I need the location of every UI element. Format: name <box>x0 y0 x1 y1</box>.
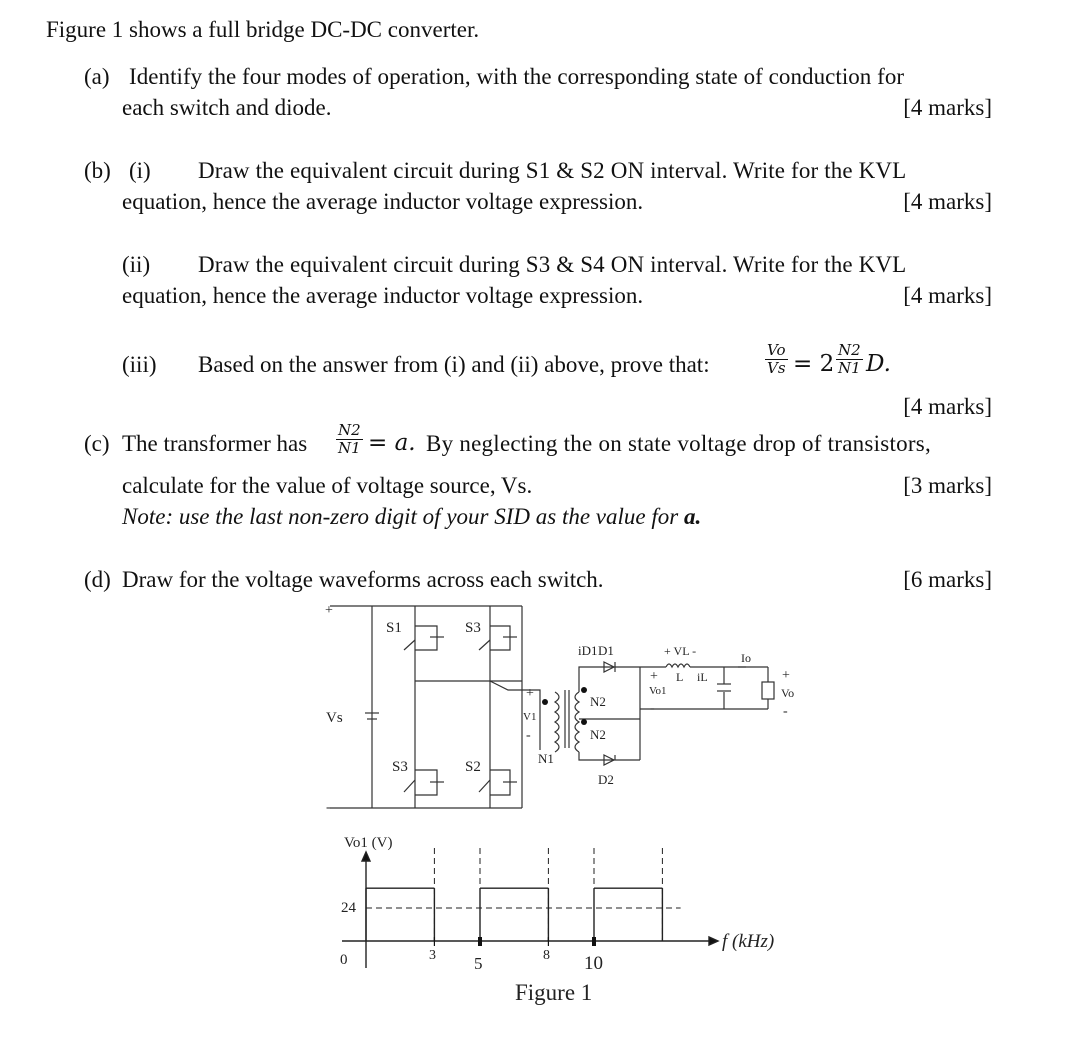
part-b-iii-text: Based on the answer from (i) and (ii) above, prove that: <box>198 352 710 377</box>
label-d2: D2 <box>598 772 614 787</box>
label-io: Io <box>741 651 751 665</box>
part-c-text-pre: The transformer has <box>122 431 308 456</box>
part-c-note-var: a. <box>683 504 702 529</box>
waveform-tick-10: 10 <box>584 953 603 974</box>
label-l: L <box>676 670 684 684</box>
label-il: iL <box>697 670 708 684</box>
part-a-line1: Identify the four modes of operation, with the corresponding state of conduction for <box>129 64 905 89</box>
part-b-ii-line1: Draw the equivalent circuit during S3 & S4 ON interval. Write for the KVL <box>198 252 907 277</box>
figure-caption: Figure 1 <box>515 980 593 1005</box>
label-d1: D1 <box>598 643 614 658</box>
part-b-ii-line2: equation, hence the average inductor voltage expression. <box>122 283 644 308</box>
part-c-text-post: By neglecting the on state voltage drop of transistors, <box>426 431 931 456</box>
equation-lhs-num: Vo <box>767 341 786 359</box>
svg-text:+: + <box>325 603 333 618</box>
intro-text: Figure 1 shows a full bridge DC-DC converter. <box>46 17 480 42</box>
label-vs: Vs <box>326 710 343 726</box>
part-c-note <box>122 505 701 528</box>
part-b-iii-label: (iii) <box>122 352 157 377</box>
waveform-plot <box>366 848 681 946</box>
waveform-x-arrow <box>709 937 718 945</box>
equation-mid: = 2 <box>793 351 835 377</box>
label-vo: Vo <box>781 686 795 700</box>
part-c-line2: calculate for the value of voltage source, Vs. <box>122 473 533 498</box>
label-vl: + VL - <box>664 644 697 658</box>
svg-text:+: + <box>650 669 658 684</box>
waveform-ylabel: Vo1 (V) <box>344 835 393 851</box>
transformer-ratio-den: N1 <box>338 439 361 457</box>
label-s3-bottom: S3 <box>392 759 408 775</box>
svg-text:-: - <box>326 800 331 815</box>
equation-rhs-fraction <box>836 343 863 376</box>
label-s3-top: S3 <box>465 620 481 636</box>
part-c-note-text: Note: use the last non-zero digit of your SID as the value for <box>122 504 679 529</box>
waveform-y-arrow <box>362 852 370 861</box>
part-a-marks: [4 marks] <box>903 95 992 120</box>
transformer-ratio-num: N2 <box>338 421 361 439</box>
svg-text:-: - <box>650 701 655 716</box>
waveform-xlabel: f (kHz) <box>722 931 775 952</box>
waveform-tick-8: 8 <box>543 948 550 963</box>
label-n1: N1 <box>538 751 554 766</box>
svg-text:+: + <box>526 686 534 701</box>
part-c-marks: [3 marks] <box>903 473 992 498</box>
svg-text:-: - <box>783 704 788 719</box>
label-s2: S2 <box>465 759 481 775</box>
part-b-i-line2: equation, hence the average inductor voltage expression. <box>122 189 644 214</box>
part-d-label: (d) <box>84 567 111 592</box>
equation-lhs-fraction <box>765 343 788 376</box>
svg-text:+: + <box>782 668 790 683</box>
equation-rhs-den: N1 <box>838 359 861 377</box>
part-b-ii-marks: [4 marks] <box>903 283 992 308</box>
waveform-level-label: 24 <box>341 900 356 916</box>
part-d-marks: [6 marks] <box>903 567 992 592</box>
label-vo1: Vo1 <box>649 685 667 697</box>
part-b-i-line1: Draw the equivalent circuit during S1 & S2 ON interval. Write for the KVL <box>198 158 907 183</box>
part-c-label: (c) <box>84 431 110 456</box>
label-n2-top: N2 <box>590 694 606 709</box>
waveform-origin: 0 <box>340 952 348 968</box>
waveform-tick-5: 5 <box>474 954 483 973</box>
part-b-i-marks: [4 marks] <box>903 189 992 214</box>
part-b-label: (b) <box>84 158 111 183</box>
part-a-line2: each switch and diode. <box>122 95 332 120</box>
part-b-ii-label: (ii) <box>122 252 151 277</box>
part-a-label: (a) <box>84 64 110 89</box>
label-s1: S1 <box>386 620 402 636</box>
equation-rhs-num: N2 <box>838 341 861 359</box>
part-d-text: Draw for the voltage waveforms across each switch. <box>122 567 604 592</box>
waveform-tick-3: 3 <box>429 948 436 963</box>
label-v1: V1 <box>523 711 537 723</box>
label-n2-bottom: N2 <box>590 727 606 742</box>
label-id1: iD1 <box>578 643 598 658</box>
equation-lhs-den: Vs <box>767 359 786 377</box>
transformer-ratio-fraction <box>336 423 363 456</box>
equation-tail: D. <box>866 351 891 377</box>
part-c-eq: = a. <box>368 430 416 456</box>
part-b-i-label: (i) <box>129 158 151 183</box>
svg-text:-: - <box>526 728 531 743</box>
part-b-iii-marks: [4 marks] <box>903 394 992 419</box>
